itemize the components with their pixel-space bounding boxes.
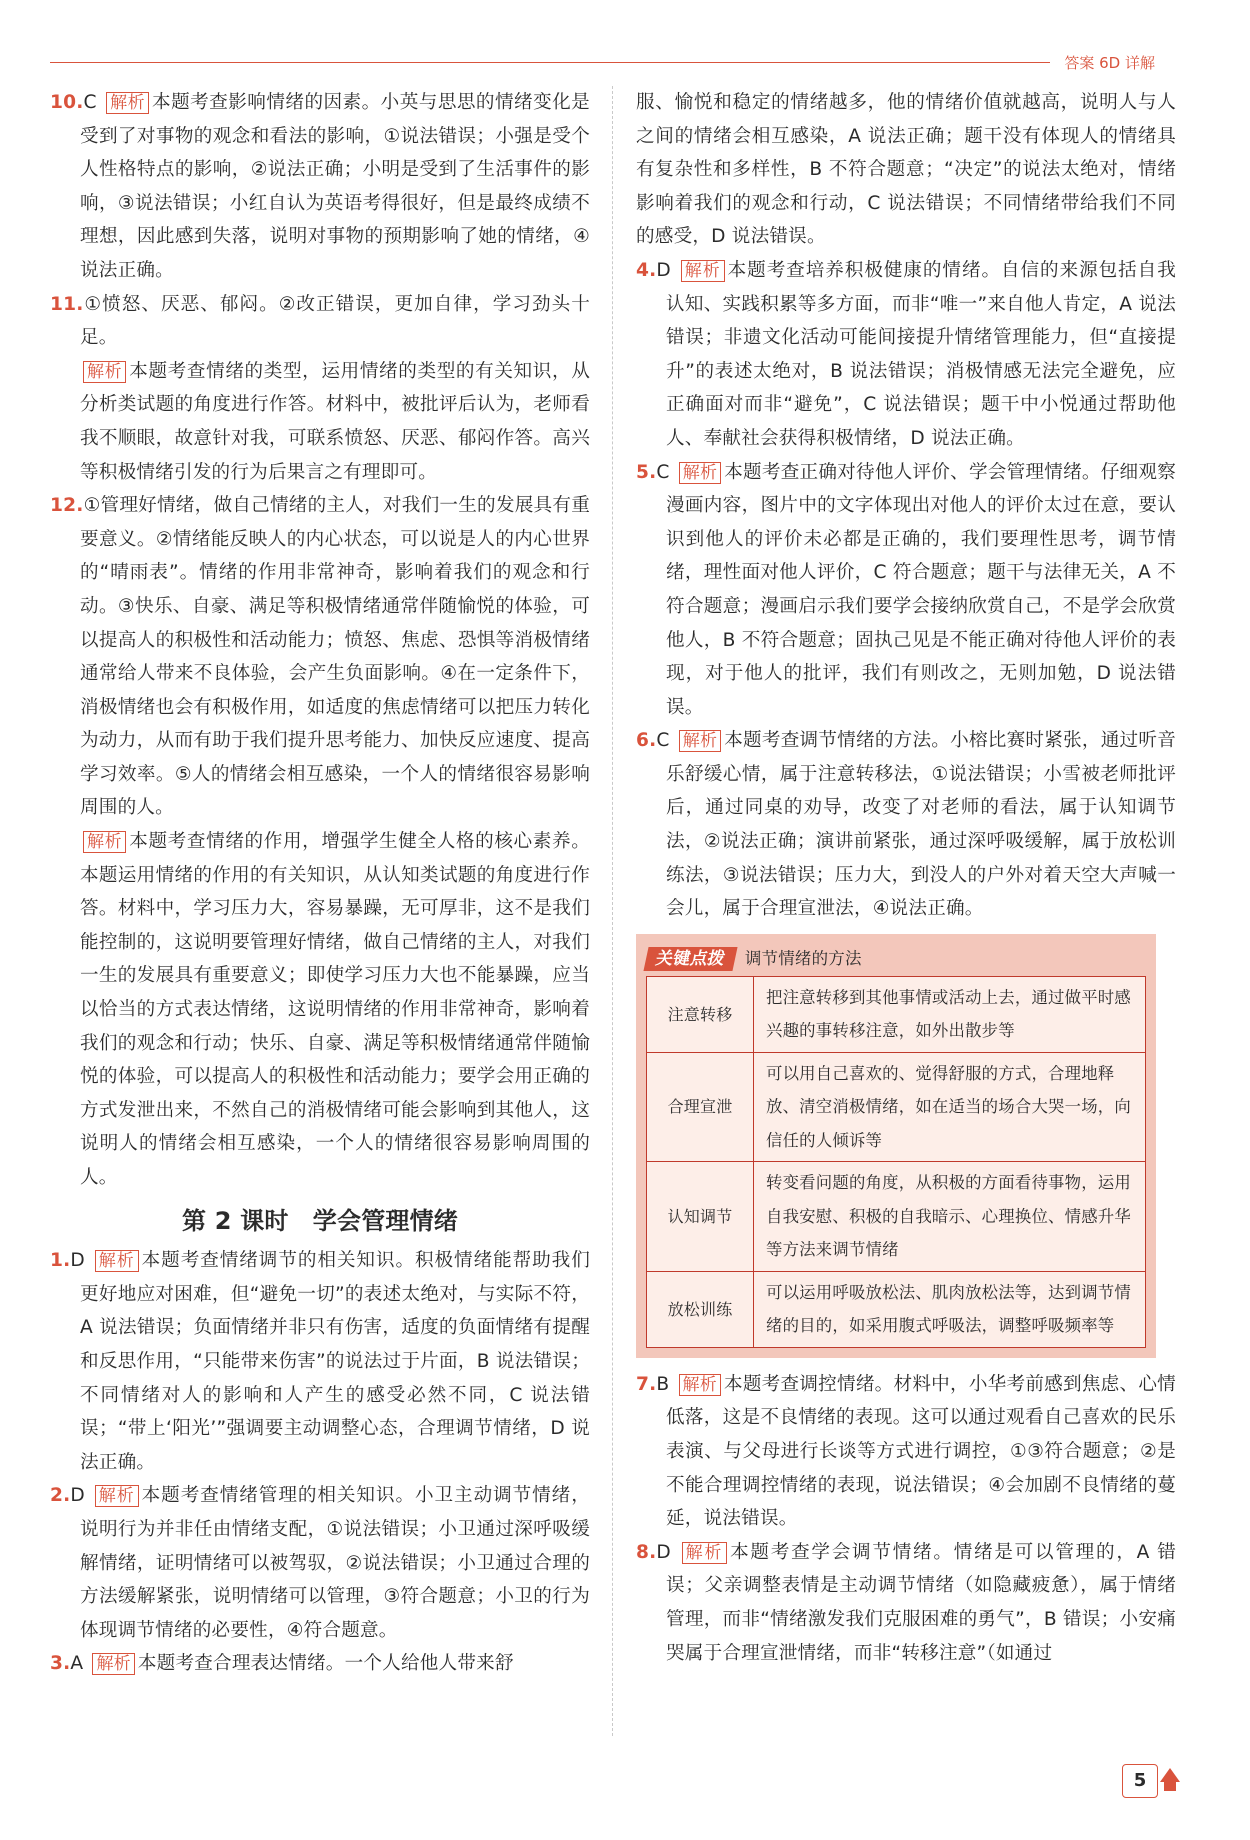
table-row [647,1052,1146,1162]
method-name: 认知调节 [647,1162,754,1272]
lesson-q2-text: 本题考查情绪管理的相关知识。小卫主动调节情绪，说明行为并非任由情绪支配，①说法错误；小卫通过深呼吸缓解情绪，证明情绪可以被驾驭，②说法错误；小卫通过合理的方法缓解紧张，说明情绪可以管理，③符合题意；小卫的行为体现调节情绪的必要性，④符合题意。 [80,1485,590,1641]
lesson-q7-text: 本题考查调控情绪。材料中，小华考前感到焦虑、心情低落，这是不良情绪的表现。这可以通过观看自己喜欢的民乐表演、与父母进行长谈等方式进行调控，①③符合题意；②是不能合理调控情绪的表现，说法错误；④会加剧不良情绪的蔓延，说法错误。 [666,1373,1176,1530]
lesson-q5-answer: C [656,461,670,483]
analysis-tag: 解析 [106,92,149,114]
lesson-q1-answer: D [70,1250,85,1272]
page-arrow-icon [1160,1768,1180,1782]
analysis-tag: 解析 [679,1374,721,1396]
analysis-tag: 解析 [682,1542,727,1564]
lesson-q2 [50,1479,590,1647]
table-row [647,976,1146,1052]
page-arrow-stem [1164,1781,1176,1791]
q12-answer: ①管理好情绪，做自己情绪的主人，对我们一生的发展具有重要意义。②情绪能反映人的内心状态，可以说是人的内心世界的“晴雨表”。情绪的作用非常神奇，影响着我们的观念和行动。③快乐、自豪、满足等积极情绪通常伴随愉悦的体验，可以提高人的积极性和活动能力；愤怒、焦虑、恐惧等消极情绪通常给人带来不良体验，会产生负面影响。④在一定条件下，消极情绪也会有积极作用，如适度的焦虑情绪可以把压力转化为动力，从而有助于我们提升思考能力、加快反应速度、提高学习效率。⑤人的情绪会相互感染，一个人的情绪很容易影响周围的人。 [80,495,590,819]
q12-analysis [50,825,590,1195]
q11-answer: ①愤怒、厌恶、郁闷。②改正错误，更加自律，学习劲头十足。 [80,293,590,349]
lesson-q5-text: 本题考查正确对待他人评价、学会管理情绪。仔细观察漫画内容，图片中的文字体现出对他人的评价太过在意，要认识到他人的评价未必都是正确的，我们要理性思考，调节情绪，理性面对他人评价，C 符合题意；题干与法律无关，A 不符合题意；漫画启示我们要学会接纳欣赏自己，不是学会欣赏他人，B 不符合题意；固执己见是不能正确对待他人评价的表现，对于他人的批评，我们有则改之，无则加勉，D 说法错误。 [666,461,1176,718]
q12 [50,489,590,825]
method-name: 合理宣泄 [647,1052,754,1162]
lesson-q5 [636,456,1176,725]
analysis-tag: 解析 [95,1250,139,1272]
key-points-box [636,934,1156,1358]
key-points-header [646,942,1146,976]
lesson-q7 [636,1368,1176,1536]
header-label: 答案 6D 详解 [1056,52,1155,73]
analysis-tag: 解析 [83,361,126,383]
lesson-q6-text: 本题考查调节情绪的方法。小榕比赛时紧张，通过听音乐舒缓心情，属于注意转移法，①说法错误；小雪被老师批评后，通过同桌的劝导，改变了对老师的看法，属于认知调节法，②说法正确；演讲前紧张，通过深呼吸缓解，属于放松训练法，③说法错误；压力大，到没人的户外对着天空大声喊一会儿，属于合理宣泄法，④说法正确。 [666,730,1176,920]
lesson-q6-number: 6. [636,730,657,752]
table-row [647,1271,1146,1347]
q11-analysis [50,355,590,489]
left-column [50,86,590,1681]
header-rule [50,62,1050,63]
lesson-q1-text: 本题考查情绪调节的相关知识。积极情绪能帮助我们更好地应对困难，但“避免一切”的表述太绝对，与实际不符，A 说法错误；负面情绪并非只有伤害，适度的负面情绪有提醒和反思作用，“只能带来伤害”的说法过于片面，B 说法错误；不同情绪对人的影响和人产生的感受必然不同，C 说法错误；“带上‘阳光’”强调要主动调整心态，合理调节情绪，D 说法正确。 [80,1250,590,1473]
q11-analysis-text: 本题考查情绪的类型，运用情绪的类型的有关知识，从分析类试题的角度进行作答。材料中，被批评后认为，老师看我不顺眼，故意针对我，可联系愤怒、厌恶、郁闷作答。高兴等积极情绪引发的行为后果言之有理即可。 [80,360,590,483]
method-name: 注意转移 [647,976,754,1052]
key-points-badge: 关键点拨 [643,947,737,971]
q10-text: 本题考查影响情绪的因素。小英与思思的情绪变化是受到了对事物的观念和看法的影响，①说法错误；小强是受个人性格特点的影响，②说法正确；小明是受到了生活事件的影响，③说法错误；小红自认为英语考得很好，但是最终成绩不理想，因此感到失落，说明对事物的预期影响了她的情绪，④说法正确。 [80,92,590,281]
lesson-q3-number: 3. [50,1653,71,1675]
analysis-tag: 解析 [679,462,721,484]
page-number: 5 [1122,1764,1158,1798]
lesson-q3-text: 本题考查合理表达情绪。一个人给他人带来舒 [137,1653,514,1675]
right-column [636,86,1176,1670]
method-desc: 把注意转移到其他事情或活动上去，通过做平时感兴趣的事转移注意，如外出散步等 [754,976,1146,1052]
lesson-q8-text: 本题考查学会调节情绪。情绪是可以管理的，A 错误；父亲调整表情是主动调节情绪（如隐藏疲惫），属于情绪管理，而非“情绪激发我们克服困难的勇气”，B 错误；小安痛哭属于合理宣泄情绪，而非“转移注意”（如通过 [666,1541,1177,1664]
lesson-q1-number: 1. [50,1250,71,1272]
q10-number: 10. [50,92,84,113]
key-points-title: 调节情绪的方法 [744,948,862,968]
lesson-q8 [636,1536,1176,1670]
lesson-q5-number: 5. [636,461,657,483]
method-desc: 转变看问题的角度，从积极的方面看待事物，运用自我安慰、积极的自我暗示、心理换位、情感升华等方法来调节情绪 [754,1162,1146,1272]
lesson-q4-text: 本题考查培养积极健康的情绪。自信的来源包括自我认知、实践积累等多方面，而非“唯一”来自他人肯定，A 说法错误；非遗文化活动可能间接提升情绪管理能力，但“直接提升”的表述太绝对，B 说法错误；消极情感无法完全避免，应正确面对而非“避免”，C 说法错误；题干中小悦通过帮助他人、奉献社会获得积极情绪，D 说法正确。 [666,259,1176,449]
lesson-q1 [50,1244,590,1479]
key-points-table [646,976,1146,1348]
method-name: 放松训练 [647,1271,754,1347]
lesson-q2-number: 2. [50,1485,71,1507]
analysis-tag: 解析 [95,1485,139,1507]
analysis-tag: 解析 [83,831,126,853]
lesson-q4-answer: D [656,259,671,281]
q12-number: 12. [50,495,84,517]
analysis-tag: 解析 [681,260,725,282]
lesson-q7-number: 7. [636,1373,657,1395]
analysis-tag: 解析 [92,1653,134,1675]
analysis-tag: 解析 [679,730,721,752]
lesson-q8-answer: D [656,1541,671,1563]
lesson-q7-answer: B [656,1373,670,1395]
lesson-title: 第 2 课时 学会管理情绪 [181,1206,458,1235]
table-row [647,1162,1146,1272]
lesson-q4 [636,254,1176,456]
lesson-q3 [50,1647,590,1681]
q11 [50,288,590,355]
method-desc: 可以运用呼吸放松法、肌肉放松法等，达到调节情绪的目的，如采用腹式呼吸法，调整呼吸频率等 [754,1271,1146,1347]
lesson-q8-number: 8. [636,1541,657,1563]
lesson-q4-number: 4. [636,259,657,281]
method-desc: 可以用自己喜欢的、觉得舒服的方式，合理地释放、清空消极情绪，如在适当的场合大哭一场，向信任的人倾诉等 [754,1052,1146,1162]
q11-number: 11. [50,293,84,315]
q12-analysis-text: 本题考查情绪的作用，增强学生健全人格的核心素养。本题运用情绪的作用的有关知识，从认知类试题的角度进行作答。材料中，学习压力大，容易暴躁，无可厚非，这不是我们能控制的，这说明要管理好情绪，做自己情绪的主人，对我们一生的发展具有重要意义；即使学习压力大也不能暴躁，应当以恰当的方式表达情绪，这说明情绪的作用非常神奇，影响着我们的观念和行动；快乐、自豪、满足等积极情绪通常伴随愉悦的体验，可以提高人的积极性和活动能力；要学会用正确的方式发泄出来，不然自己的消极情绪可能会影响到其他人，这说明人的情绪会相互感染，一个人的情绪很容易影响周围的人。 [80,831,590,1188]
lesson-q3-continued: 服、愉悦和稳定的情绪越多，他的情绪价值就越高，说明人与人之间的情绪会相互感染，A 说法正确；题干没有体现人的情绪具有复杂性和多样性，B 不符合题意；“决定”的说法太绝对，情绪影响着我们的观念和行动，C 说法错误；不同情绪带给我们不同的感受，D 说法错误。 [636,92,1176,248]
column-divider [612,86,613,1736]
lesson-q6-answer: C [656,730,670,752]
lesson-q6 [636,724,1176,926]
lesson-q2-answer: D [70,1485,85,1507]
q10-answer: C [83,92,97,113]
q10 [50,86,590,288]
lesson-q3-answer: A [70,1653,84,1675]
